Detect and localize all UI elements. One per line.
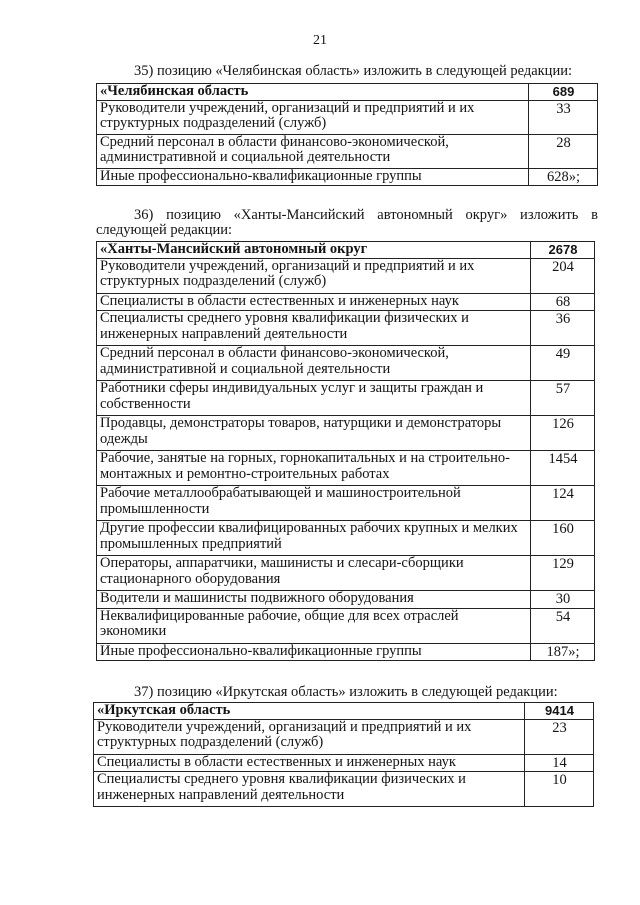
- table-row: [94, 719, 594, 754]
- row-label: Специалисты в области естественных и инженерных наук: [94, 754, 525, 772]
- table-row: [94, 772, 594, 807]
- row-label: Иные профессионально-квалификационные группы: [97, 168, 529, 186]
- row-value: 126: [531, 416, 595, 451]
- row-label: Средний персонал в области финансово-экономической, административной и социальной деятельности: [97, 346, 531, 381]
- table-row: [97, 293, 595, 311]
- row-label: Операторы, аппаратчики, машинисты и слесари-сборщики стационарного оборудования: [97, 556, 531, 591]
- section-36-intro: 36) позицию «Ханты-Мансийский автономный округ» изложить в следующей редакции:: [96, 207, 598, 238]
- region-total: 2678: [531, 242, 595, 259]
- row-label: Рабочие, занятые на горных, горнокапитальных и на строительно-монтажных и ремонтно-строительных работах: [97, 451, 531, 486]
- row-label: Продавцы, демонстраторы товаров, натурщики и демонстраторы одежды: [97, 416, 531, 451]
- section-35-intro: 35) позицию «Челябинская область» изложить в следующей редакции:: [134, 63, 572, 79]
- table-row: [97, 258, 595, 293]
- row-label: Рабочие металлообрабатывающей и машиностроительной промышленности: [97, 486, 531, 521]
- table-row: [97, 556, 595, 591]
- section-37-table: [93, 702, 594, 807]
- page-number: 21: [313, 33, 327, 48]
- table-row: [97, 311, 595, 346]
- row-label: Иные профессионально-квалификационные группы: [97, 643, 531, 661]
- table-row: [97, 100, 598, 134]
- row-value: 49: [531, 346, 595, 381]
- row-value: 54: [531, 608, 595, 643]
- row-value: 14: [525, 754, 594, 772]
- row-label: Работники сферы индивидуальных услуг и защиты граждан и собственности: [97, 381, 531, 416]
- table-row: [97, 521, 595, 556]
- row-label: Руководители учреждений, организаций и предприятий и их структурных подразделений (служб): [94, 719, 525, 754]
- row-label: Руководители учреждений, организаций и предприятий и их структурных подразделений (служб): [97, 258, 531, 293]
- row-value: 10: [525, 772, 594, 807]
- row-label: Средний персонал в области финансово-экономической, административной и социальной деятельности: [97, 134, 529, 168]
- section-37-intro: 37) позицию «Иркутская область» изложить в следующей редакции:: [134, 684, 558, 700]
- row-value: 628»;: [529, 168, 598, 186]
- region-total: 9414: [525, 703, 594, 720]
- region-total: 689: [529, 84, 598, 101]
- row-label: Неквалифицированные рабочие, общие для всех отраслей экономики: [97, 608, 531, 643]
- table-header-row: [97, 84, 598, 101]
- row-value: 204: [531, 258, 595, 293]
- row-value: 23: [525, 719, 594, 754]
- row-value: 33: [529, 100, 598, 134]
- table-row: [97, 168, 598, 186]
- row-value: 187»;: [531, 643, 595, 661]
- section-36-table: [96, 241, 595, 661]
- region-name: «Ханты-Мансийский автономный округ: [97, 242, 531, 259]
- row-label: Специалисты среднего уровня квалификации физических и инженерных направлений деятельности: [97, 311, 531, 346]
- row-label: Специалисты в области естественных и инженерных наук: [97, 293, 531, 311]
- row-label: Другие профессии квалифицированных рабочих крупных и мелких промышленных предприятий: [97, 521, 531, 556]
- section-35-table: [96, 83, 598, 186]
- row-value: 36: [531, 311, 595, 346]
- row-value: 68: [531, 293, 595, 311]
- table-row: [97, 486, 595, 521]
- table-header-row: [94, 703, 594, 720]
- table-row: [97, 416, 595, 451]
- table-row: [97, 608, 595, 643]
- row-label: Водители и машинисты подвижного оборудования: [97, 591, 531, 609]
- table-row: [94, 754, 594, 772]
- region-name: «Челябинская область: [97, 84, 529, 101]
- row-value: 160: [531, 521, 595, 556]
- row-value: 28: [529, 134, 598, 168]
- table-row: [97, 381, 595, 416]
- region-name: «Иркутская область: [94, 703, 525, 720]
- row-label: Специалисты среднего уровня квалификации физических и инженерных направлений деятельности: [94, 772, 525, 807]
- row-value: 124: [531, 486, 595, 521]
- table-row: [97, 591, 595, 609]
- table-row: [97, 451, 595, 486]
- table-row: [97, 643, 595, 661]
- table-header-row: [97, 242, 595, 259]
- row-value: 30: [531, 591, 595, 609]
- table-row: [97, 346, 595, 381]
- row-value: 129: [531, 556, 595, 591]
- row-value: 57: [531, 381, 595, 416]
- row-value: 1454: [531, 451, 595, 486]
- table-row: [97, 134, 598, 168]
- row-label: Руководители учреждений, организаций и предприятий и их структурных подразделений (служб): [97, 100, 529, 134]
